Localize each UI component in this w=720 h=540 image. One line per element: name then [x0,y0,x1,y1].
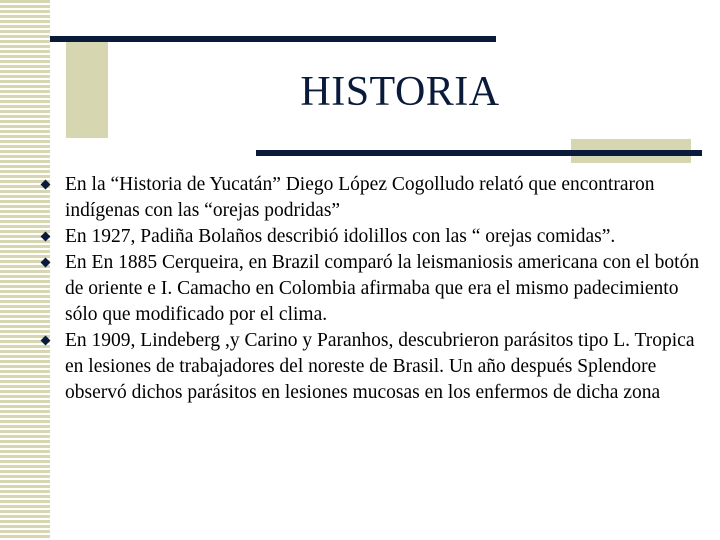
bullet-item [38,172,708,224]
diamond-bullet-icon [41,232,51,242]
bullet-list [38,172,708,406]
diamond-bullet-icon [41,336,51,346]
diamond-bullet-icon [41,258,51,268]
bullet-text: En 1909, Lindeberg ,y Carino y Paranhos, descubrieron parásitos tipo L. Tropica en lesiones de trabajadores del noreste de Brasil. Un año después Splendore observó dichos parásitos en lesiones mucosas en los enfermos de dicha zona [65,330,695,403]
bullet-text: En 1927, Padiña Bolaños describió idolillos con las “ orejas comidas”. [65,226,616,247]
bullet-item [38,250,708,328]
decorative-block-top [66,40,108,138]
diamond-bullet-icon [41,180,51,190]
bullet-text: En la “Historia de Yucatán” Diego López Cogolludo relató que encontraron indígenas con las “orejas podridas” [65,174,655,221]
bullet-text: En En 1885 Cerqueira, en Brazil comparó la leismaniosis americana con el botón de oriente e I. Camacho en Colombia afirmaba que era el mismo padecimiento sólo que modificado por el clima. [65,252,700,325]
title-rule-top [50,36,496,42]
slide-title: HISTORIA [300,69,500,115]
bullet-item [38,224,708,250]
title-rule-bottom [256,150,702,156]
bullet-item [38,328,708,406]
